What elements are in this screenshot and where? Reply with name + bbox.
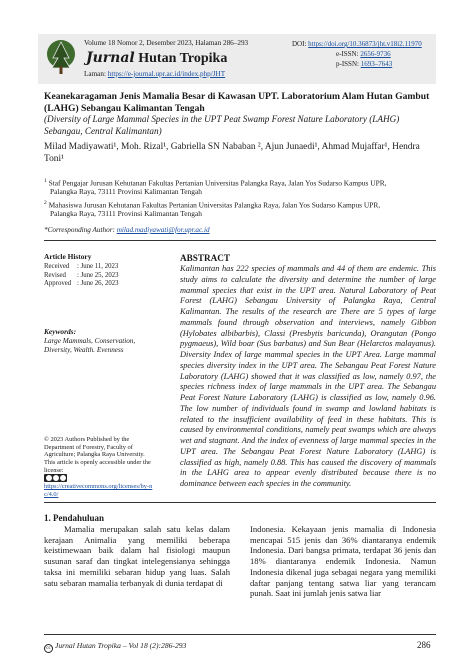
- eissn-link[interactable]: 2656-9736: [360, 50, 391, 58]
- abstract-title: ABSTRACT: [180, 253, 231, 263]
- body-column-left: Mamalia merupakan salah satu kelas dalam kerajaan Animalia yang memiliki beberapa keistimewaan baik dalam hal fisiologi maupun susunan saraf dan tingkat intelegensianya sehingga taksa ini memiliki sebaran hidup yang luas. Salah satu sebaran mamalia terbanyak di dunia terdapat di: [44, 524, 230, 588]
- affiliation-1: $^1$ Staf Pengajar Jurusan Kehutanan Fakultas Pertanian Universitas Palangka Raya, Jalan Yos Sudarso Kampus UPR, Palangka Raya, 73111 Provinsi Kalimantan Tengah: [44, 178, 387, 197]
- cc-license-icon: [44, 474, 67, 482]
- article-history: [44, 252, 164, 289]
- page-number: 286: [417, 640, 431, 650]
- divider-top: [44, 240, 436, 241]
- laman-link[interactable]: https://e-journal.upr.ac.id/index.php/JHT: [107, 70, 226, 78]
- doi-link[interactable]: https://doi.org/10.36873/jht.v18i2.11970: [308, 40, 422, 48]
- section-heading: 1. Pendahuluan: [44, 513, 105, 523]
- corresponding-author: *Corresponding Author: milad.madiyawati@for.upr.ac.id: [44, 226, 210, 234]
- keywords-text: Large Mammals, Conservation, Diversity, Wealth. Evenness: [44, 337, 136, 354]
- journal-logo-icon: [44, 38, 78, 76]
- history-row: Received : June 11, 2023: [44, 263, 119, 270]
- cc-icon: cc: [44, 644, 53, 653]
- corresponding-email-link[interactable]: milad.madiyawati@for.upr.ac.id: [116, 226, 210, 234]
- paper-title-english: (Diversity of Large Mammal Species in the UPT Peat Swamp Forest Nature Laboratory (LAHG) Sebangau, Central Kalimantan): [44, 114, 400, 136]
- pissn-link[interactable]: 1693–7643: [360, 60, 393, 68]
- license-link[interactable]: https://creativecommons.org/licenses/by-nc/4.0/: [44, 483, 153, 498]
- affiliation-2: $^2$ Mahasiswa Jurusan Kehutanan Fakultas Pertanian Universitas Palangka Raya, Jalan Yos Sudarso Kampus UPR, Palangka Raya, 73111 Provinsi Kalimantan Tengah: [44, 200, 381, 219]
- identifiers: [292, 39, 422, 69]
- doi-line: DOI: https://doi.org/10.36873/jht.v18i2.11970: [292, 40, 422, 48]
- paper-title: Keanekaragaman Jenis Mamalia Besar di Kawasan UPT. Laboratorium Alam Hutan Gambut (LAHG) Sebangau Kalimantan Tengah: [44, 91, 430, 114]
- volume-line: Volume 18 Nomor 2, Desember 2023, Halaman 286–293: [84, 39, 249, 47]
- footer-citation: cc Jurnal Hutan Tropika – Vol 18 (2):286-293: [44, 641, 186, 653]
- journal-name: Jurnal Hutan Tropika: [86, 50, 228, 66]
- copyright-text: © 2023 Authors Published by the Department of Forestry, Faculty of Agriculture; Palangka Raya University. This article is openly accessible under the license:: [44, 436, 151, 474]
- abstract-text: Kalimantan has 222 species of mammals and 44 of them are endemic. This study aims to calculate the diversity and determine the number of large mammal species that exist in the UPT area. Natural Laboratory of Peat Forest (LAHG) Sebangau University of Palangka Raya, Central Kalimantan. The results of the research are There are 5 types of large mammals found through observation and interviews, namely Gibbon (Hylobates albibarbis), Classi (Presbytis baricunda), Orangutan (Pongo pygmaeus), Wild boar (Sus barbatus) and Sun Bear (Helarctos malayanus). Diversity Index of large mammal species in the UPT Area. Large mammal species diversity index in the UPT area. The Sebangau Peat Forest Nature Laboratory (LAHG) showed that it was classified as low, namely 0.97, the species richness index of large mammals in the UPT area. The Sebangau Peat Forest Nature Laboratory (LAHG) is classified as low, namely 0.96. The low number of individuals found in swamp and lowland habitats is related to the insufficient availability of feed in these habitats. This is caused by environmental conditions, namely peat swamps which are always wet and stagnant. And the index of evenness of large mammal species in the UPT area. The Sebangau Peat Forest Nature Laboratory (LAHG) is classified as high, namely 0.88. This has caused the discovery of mammals in the LAHG area to appear evenly distributed because there is no dominance between each species in the community.: [180, 264, 436, 488]
- pissn-line: p-ISSN: 1693–7643: [336, 60, 393, 68]
- article-history-title: Article History: [44, 252, 92, 261]
- eissn-line: e-ISSN: 2656-9736: [336, 50, 391, 58]
- history-row: Approved : June 26, 2023: [44, 280, 119, 288]
- keywords-title: Keywords:: [44, 327, 77, 336]
- divider-footer: [44, 634, 436, 635]
- laman-line: Laman: https://e-journal.upr.ac.id/index.php/JHT: [84, 70, 226, 78]
- divider-bottom: [44, 502, 436, 503]
- journal-header: [38, 34, 436, 84]
- history-row: Revised : June 25, 2023: [44, 271, 119, 279]
- body-column-right: Indonesia. Kekayaan jenis mamalia di Indonesia mencapai 515 jenis dan 36% diantaranya endemik Indonesia. Dari bangsa primata, terdapat 36 jenis dan 18% diantaranya endemik Indonesia. Namun Indonesia dikenal juga sebagai negara yang memiliki daftar panjang tentang satwa liar yang terancam punah. Saat ini jumlah jenis satwa liar: [250, 524, 436, 599]
- author-list: Milad Madiyawati¹, Moh. Rizal¹, Gabriella SN Nababan ², Ajun Junaedi¹, Ahmad Mujaffar¹, Hendra Toni¹: [44, 142, 420, 164]
